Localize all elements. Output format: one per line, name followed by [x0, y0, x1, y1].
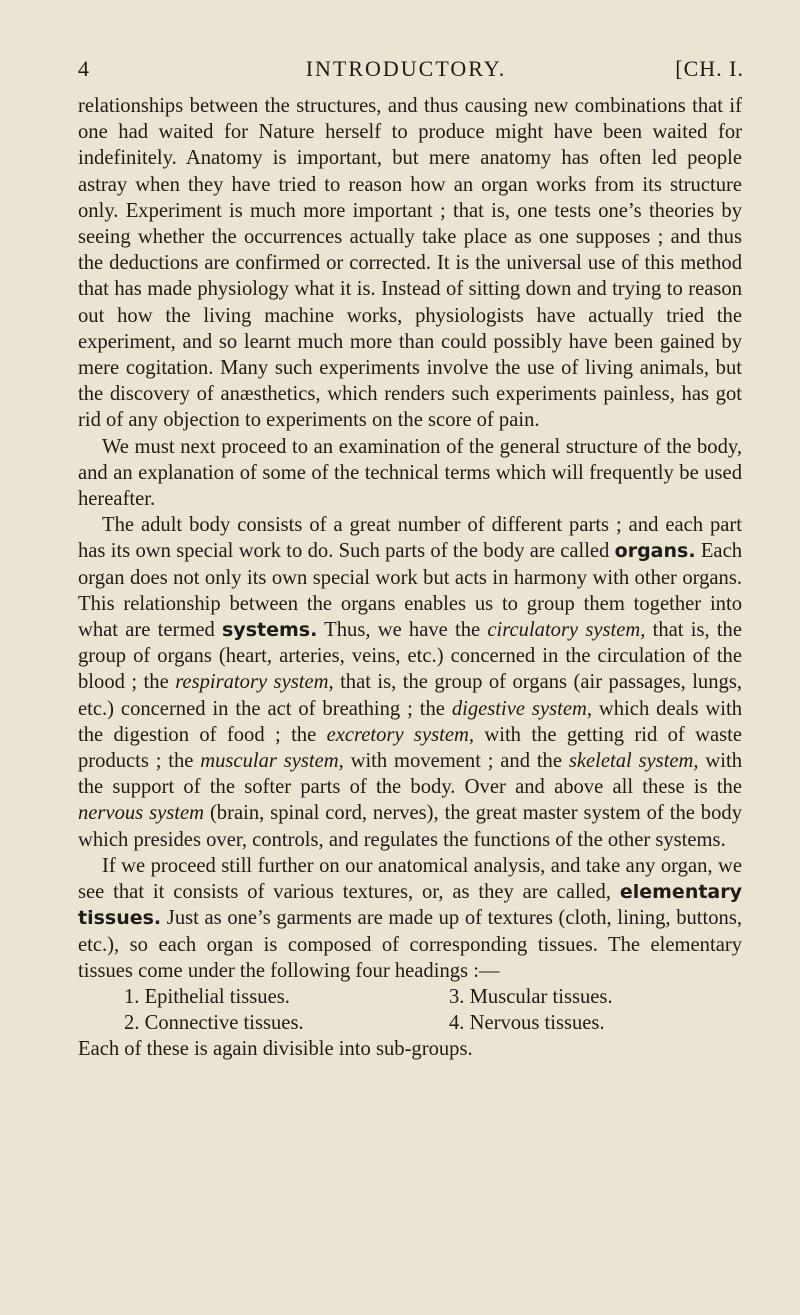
term-nervous-system: nervous system	[78, 802, 205, 825]
body-text	[78, 93, 742, 1063]
tissue-list	[78, 984, 742, 1036]
paragraph-organs-systems	[78, 512, 742, 853]
term-respiratory-system: respiratory system,	[175, 671, 334, 694]
text-span: with movement ; and the	[343, 750, 569, 773]
text-span: The adult body consists of a great number of different parts ; and each part has its own special work to do. Such parts of the body are called	[78, 514, 742, 563]
text-span: Just as one’s garments are made up of textures (cloth, lining, buttons, etc.), so each organ is composed of corresponding tissues. The elementary tissues come under the following four headings :—	[78, 907, 742, 982]
text-span: that is, the group of organs (air passages, lungs, etc.) concerned in the act of breathing ; the	[78, 671, 742, 720]
page-header	[68, 56, 744, 84]
text-span: that is, the group of organs (heart, arteries, veins, etc.) concerned in the circulation of the blood ; the	[78, 619, 742, 694]
term-systems: systems.	[222, 619, 318, 642]
chapter-reference: [CH. I.	[675, 56, 744, 81]
paragraph-sub-groups: Each of these is again divisible into sub-groups.	[78, 1038, 473, 1061]
running-title: INTRODUCTORY.	[305, 56, 507, 81]
term-circulatory-system: circulatory system,	[487, 619, 646, 642]
text-span: Thus, we have the	[317, 619, 488, 642]
text-span: If we proceed still further on our anatomical analysis, and take any organ, we see that it consists of various textures, or, as they are called,	[78, 854, 742, 904]
text-span: with the getting rid of waste products ; the	[78, 723, 743, 773]
text-span: (brain, spinal cord, nerves), the great master system of the body which presides over, controls, and regulates the functions of the other systems.	[78, 802, 742, 851]
text-span: which deals with the digestion of food ; the	[78, 697, 742, 746]
text-span: Each organ does not only its own special work but acts in harmony with other organs. This relationship between the organs enables us to group them together into what are termed	[78, 540, 743, 642]
page-number: 4	[78, 56, 90, 81]
list-item: 2. Connective tissues.	[124, 1012, 304, 1035]
list-item: 1. Epithelial tissues.	[124, 985, 290, 1008]
text-span: with the support of the softer parts of the body. Over and above all these is the	[78, 750, 743, 799]
term-elementary-tissues: elementary tissues.	[78, 881, 742, 930]
term-skeletal-system: skeletal system,	[568, 750, 699, 773]
term-organs: organs.	[614, 540, 696, 563]
paragraph-elementary-tissues	[78, 853, 742, 984]
term-excretory-system: excretory system,	[326, 723, 474, 746]
list-item: 3. Muscular tissues.	[449, 985, 613, 1008]
term-digestive-system: digestive system,	[451, 697, 592, 720]
paragraph-general-structure: We must next proceed to an examination of the general structure of the body, and an explanation of some of the technical terms which will frequently be used hereafter.	[78, 435, 742, 511]
term-muscular-system: muscular system,	[200, 750, 344, 773]
list-item: 4. Nervous tissues.	[449, 1012, 605, 1035]
paragraph-experiment: relationships between the structures, and thus causing new combinations that if one had waited for Nature herself to produce might have been waited for indefinitely. Anatomy is important, but mere anatomy has often led people astray when they have tried to reason how an organ works from its structure only. Experiment is much more important ; that is, one tests one’s theories by seeing whether the occurrences actually take place as one supposes ; and thus the deductions are confirmed or corrected. It is the universal use of this method that has made physiology what it is. Instead of sitting down and trying to reason out how the living machine works, physiologists have actually tried the experiment, and so learnt much more than could possibly have been gained by mere cogitation. Many such experiments involve the use of living animals, but the discovery of anæsthetics, which renders such experiments painless, has got rid of any objection to experiments on the score of pain.	[78, 95, 742, 432]
